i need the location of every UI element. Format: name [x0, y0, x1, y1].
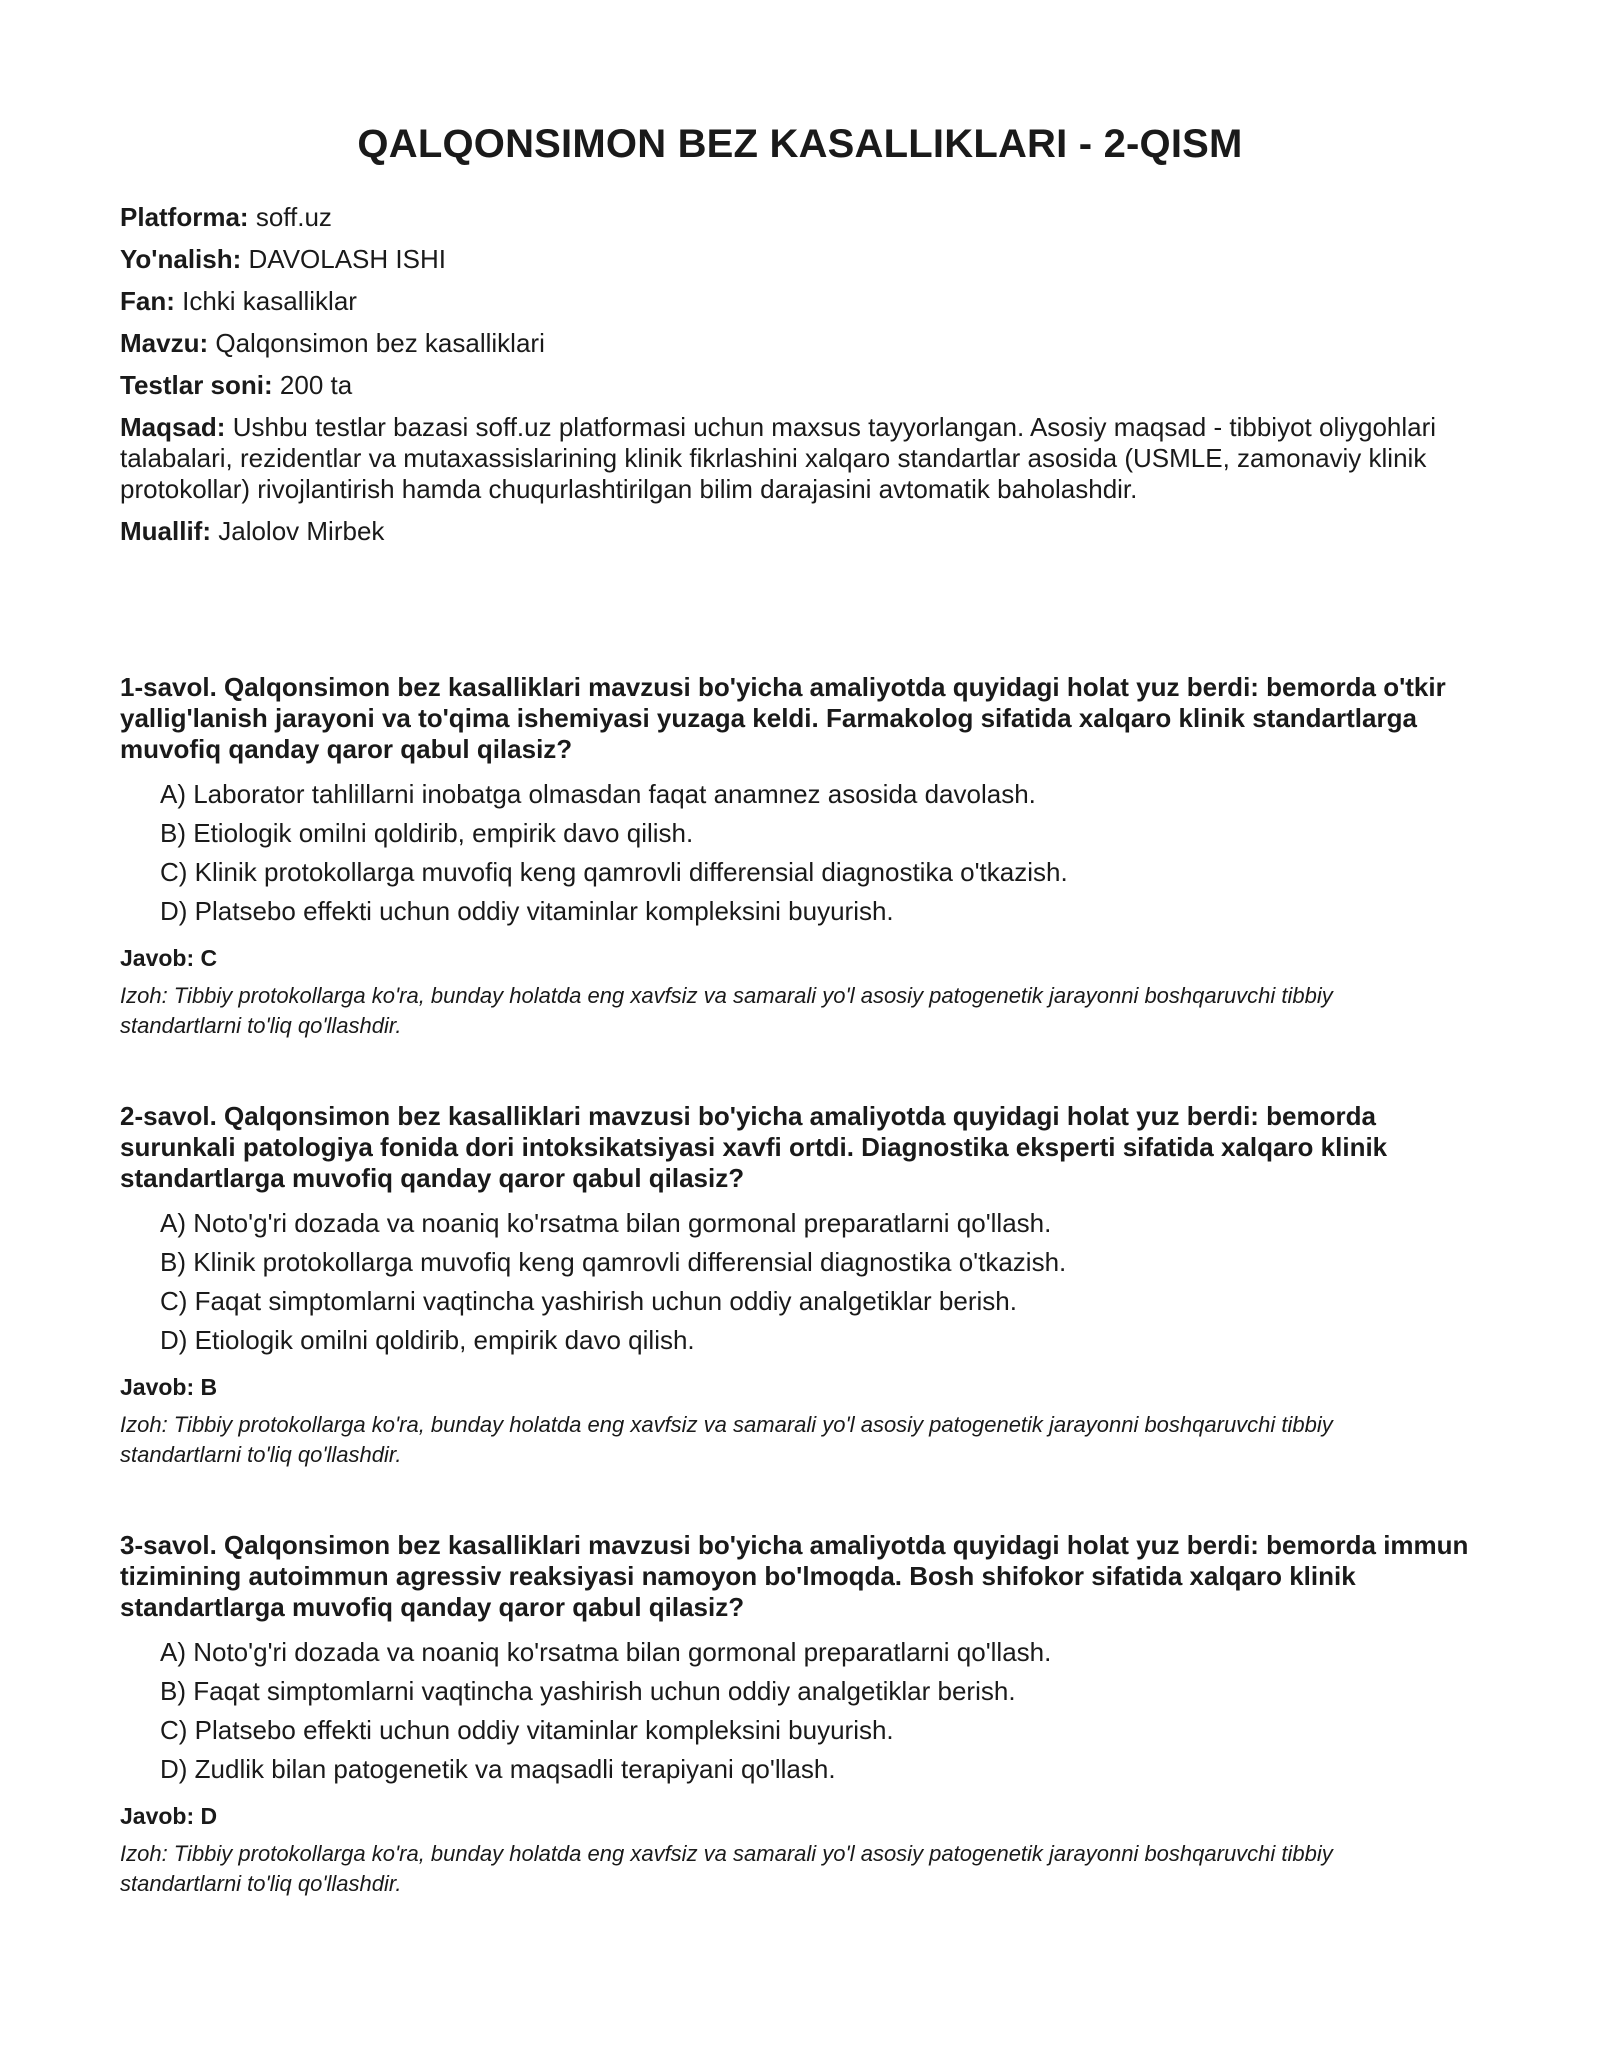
option-b: B) Etiologik omilni qoldirib, empirik davo qilish. — [160, 818, 694, 848]
meta-direction — [120, 244, 1460, 275]
option-a: A) Noto'g'ri dozada va noaniq ko'rsatma bilan gormonal preparatlarni qo'llash. — [160, 1637, 1052, 1667]
meta-key: Yo'nalish: — [120, 244, 242, 274]
document-meta — [120, 202, 1460, 558]
question-text: 2-savol. Qalqonsimon bez kasalliklari mavzusi bo'yicha amaliyotda quyidagi holat yuz berdi: bemorda surunkali patologiya fonida dori intoksikatsiyasi xavfi ortdi. Diagnostika eksperti sifatida xalqaro klinik standartlarga muvofiq qanday qaror qabul qilasiz? — [120, 1101, 1388, 1193]
correct-answer: Javob: C — [120, 945, 218, 971]
answer-explanation: Izoh: Tibbiy protokollarga ko'ra, bunday holatda eng xavfsiz va samarali yo'l asosiy patogenetik jarayonni boshqaruvchi tibbiy standartlarni to'liq qo'llashdir. — [120, 1841, 1333, 1896]
meta-author — [120, 516, 1460, 547]
answer-explanation: Izoh: Tibbiy protokollarga ko'ra, bunday holatda eng xavfsiz va samarali yo'l asosiy patogenetik jarayonni boshqaruvchi tibbiy standartlarni to'liq qo'llashdir. — [120, 983, 1333, 1038]
meta-subject — [120, 286, 1460, 317]
meta-value: Ushbu testlar bazasi soff.uz platformasi uchun maxsus tayyorlangan. Asosiy maqsad - tibbiyot oliygohlari talabalari, rezidentlar va mutaxassislarining klinik fikrlashini xalqaro standartlar asosida (USMLE, zamonaviy klinik protokollar) rivojlantirish hamda chuqurlashtirilgan bilim darajasini avtomatik baholashdir. — [120, 412, 1437, 504]
answer-options — [160, 775, 1480, 931]
option-a: A) Noto'g'ri dozada va noaniq ko'rsatma bilan gormonal preparatlarni qo'llash. — [160, 1208, 1052, 1238]
meta-platform — [120, 202, 1460, 233]
meta-test-count — [120, 370, 1460, 401]
option-c: C) Platsebo effekti uchun oddiy vitaminlar kompleksini buyurish. — [160, 1715, 894, 1745]
correct-answer: Javob: D — [120, 1803, 218, 1829]
correct-answer: Javob: B — [120, 1374, 218, 1400]
meta-topic — [120, 328, 1460, 359]
answer-options — [160, 1633, 1480, 1789]
answer-options — [160, 1204, 1480, 1360]
meta-key: Maqsad: — [120, 412, 226, 442]
meta-value: 200 ta — [279, 370, 353, 400]
question-list — [120, 672, 1480, 1959]
meta-key: Platforma: — [120, 202, 249, 232]
option-b: B) Faqat simptomlarni vaqtincha yashirish uchun oddiy analgetiklar berish. — [160, 1676, 1016, 1706]
question-1 — [120, 672, 1480, 1041]
question-2 — [120, 1101, 1480, 1470]
option-d: D) Zudlik bilan patogenetik va maqsadli terapiyani qo'llash. — [160, 1754, 836, 1784]
option-c: C) Klinik protokollarga muvofiq keng qamrovli differensial diagnostika o'tkazish. — [160, 857, 1068, 887]
option-b: B) Klinik protokollarga muvofiq keng qamrovli differensial diagnostika o'tkazish. — [160, 1247, 1067, 1277]
answer-explanation: Izoh: Tibbiy protokollarga ko'ra, bunday holatda eng xavfsiz va samarali yo'l asosiy patogenetik jarayonni boshqaruvchi tibbiy standartlarni to'liq qo'llashdir. — [120, 1412, 1333, 1467]
option-a: A) Laborator tahlillarni inobatga olmasdan faqat anamnez asosida davolash. — [160, 779, 1036, 809]
option-c: C) Faqat simptomlarni vaqtincha yashirish uchun oddiy analgetiklar berish. — [160, 1286, 1017, 1316]
meta-goal — [120, 412, 1460, 505]
meta-value: Ichki kasalliklar — [182, 286, 357, 316]
question-text: 3-savol. Qalqonsimon bez kasalliklari mavzusi bo'yicha amaliyotda quyidagi holat yuz berdi: bemorda immun tizimining autoimmun agressiv reaksiyasi namoyon bo'lmoqda. Bosh shifokor sifatida xalqaro klinik standartlarga muvofiq qanday qaror qabul qilasiz? — [120, 1530, 1469, 1622]
meta-value: Qalqonsimon bez kasalliklari — [215, 328, 545, 358]
meta-value: DAVOLASH ISHI — [248, 244, 446, 274]
meta-key: Fan: — [120, 286, 175, 316]
meta-value: Jalolov Mirbek — [218, 516, 385, 546]
question-3 — [120, 1530, 1480, 1899]
document-title: QALQONSIMON BEZ KASALLIKLARI - 2-QISM — [357, 122, 1243, 166]
meta-key: Muallif: — [120, 516, 211, 546]
option-d: D) Etiologik omilni qoldirib, empirik davo qilish. — [160, 1325, 695, 1355]
meta-key: Testlar soni: — [120, 370, 273, 400]
meta-key: Mavzu: — [120, 328, 209, 358]
option-d: D) Platsebo effekti uchun oddiy vitaminlar kompleksini buyurish. — [160, 896, 894, 926]
meta-value: soff.uz — [255, 202, 332, 232]
question-text: 1-savol. Qalqonsimon bez kasalliklari mavzusi bo'yicha amaliyotda quyidagi holat yuz berdi: bemorda o'tkir yallig'lanish jarayoni va to'qima ishemiyasi yuzaga keldi. Farmakolog sifatida xalqaro klinik standartlarga muvofiq qanday qaror qabul qilasiz? — [120, 672, 1446, 764]
